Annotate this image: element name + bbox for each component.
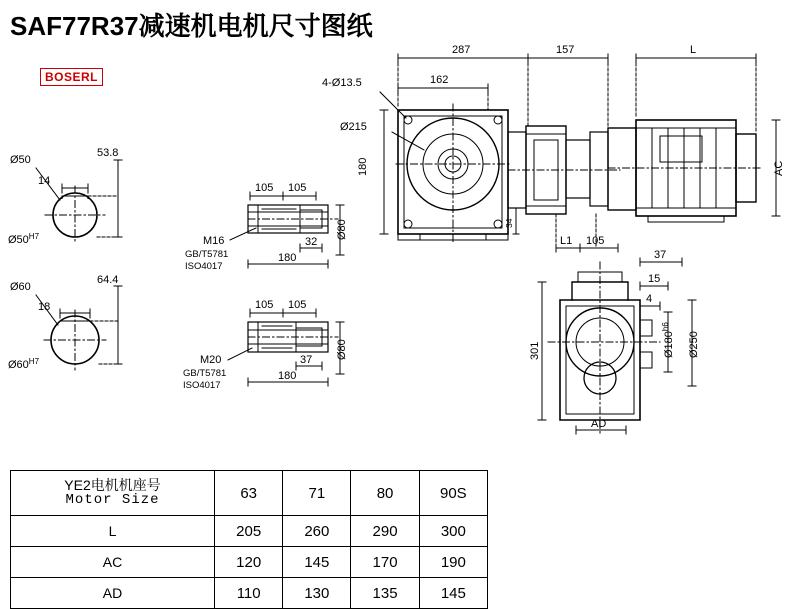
label-4-dia-13-5: 4-Ø13.5: [322, 77, 362, 89]
table-cell-size-3: 90S: [419, 471, 487, 516]
table-cell-size-1: 71: [283, 471, 351, 516]
label-287: 287: [452, 44, 471, 56]
label-32: 32: [305, 236, 318, 248]
label-std-gb-1: GB/T5781: [185, 249, 229, 260]
label-L1: L1: [560, 235, 573, 247]
label-105-a2: 105: [255, 299, 274, 311]
label-bore-50h7: $Ø50^{H7}$: [8, 232, 40, 246]
table-cell-AC-2: 170: [351, 547, 419, 578]
table-cell-size-0: 63: [215, 471, 283, 516]
header-line-cn: YE2电机机座号: [64, 477, 161, 493]
label-162: 162: [430, 74, 449, 86]
table-cell-L-2: 290: [351, 516, 419, 547]
label-105-b2: 105: [288, 299, 307, 311]
table-header-motor-size: [11, 471, 215, 516]
label-AC: AC: [773, 160, 785, 176]
label-key-18: 18: [38, 301, 51, 313]
label-180-1: 180: [278, 252, 297, 264]
label-h-53-8: 53.8: [97, 147, 119, 159]
label-std-iso-1: ISO4017: [185, 261, 223, 272]
label-180-main: 180: [357, 157, 369, 176]
label-dia-80-1: Ø80: [336, 219, 348, 240]
label-105-a1: 105: [255, 182, 274, 194]
motor-size-table: [10, 470, 488, 609]
label-dia-250: Ø250: [688, 331, 700, 358]
table-row-label-AC: AC: [11, 547, 215, 578]
label-301: 301: [529, 341, 541, 360]
table-cell-AD-2: 135: [351, 578, 419, 609]
label-157: 157: [556, 44, 575, 56]
table-cell-L-3: 300: [419, 516, 487, 547]
label-4: 4: [646, 293, 653, 305]
label-bore-60h7: $Ø60^{H7}$: [8, 357, 40, 371]
label-dia-60: Ø60: [10, 281, 31, 293]
label-m20: M20: [200, 354, 222, 366]
table-cell-AD-1: 130: [283, 578, 351, 609]
table-cell-AD-3: 145: [419, 578, 487, 609]
table-cell-AC-0: 120: [215, 547, 283, 578]
table-cell-L-1: 260: [283, 516, 351, 547]
label-dia-80-2: Ø80: [336, 339, 348, 360]
table-cell-AD-0: 110: [215, 578, 283, 609]
table-row: [11, 547, 488, 578]
label-37-bottom: 37: [654, 249, 667, 261]
label-dia-180: $Ø180^{h6}$: [661, 322, 675, 358]
label-std-iso-2: ISO4017: [183, 380, 221, 391]
table-cell-size-2: 80: [351, 471, 419, 516]
table-row-label-L: L: [11, 516, 215, 547]
label-std-gb-2: GB/T5781: [183, 368, 227, 379]
label-34: 34: [504, 218, 514, 228]
table-row-label-AD: AD: [11, 578, 215, 609]
table-row: [11, 578, 488, 609]
label-dia-50: Ø50: [10, 154, 31, 166]
table-cell-L-0: 205: [215, 516, 283, 547]
table-cell-AC-1: 145: [283, 547, 351, 578]
label-m16: M16: [203, 235, 225, 247]
label-dia-215: Ø215: [340, 121, 367, 133]
header-line-en: Motor Size: [65, 492, 160, 508]
table-cell-AC-3: 190: [419, 547, 487, 578]
page-title: SAF77R37减速机电机尺寸图纸: [10, 11, 373, 41]
label-105-bottom: 105: [586, 235, 605, 247]
label-15: 15: [648, 273, 661, 285]
label-37-detail: 37: [300, 354, 313, 366]
label-h-64-4: 64.4: [97, 274, 119, 286]
label-key-14: 14: [38, 175, 51, 187]
label-105-b1: 105: [288, 182, 307, 194]
label-L: L: [690, 44, 697, 56]
brand-logo: BOSERL: [40, 68, 103, 86]
label-180-2: 180: [278, 370, 297, 382]
table-row: [11, 516, 488, 547]
table-row: [11, 471, 488, 516]
label-AD: AD: [591, 418, 607, 430]
bottom-section-view: [538, 214, 696, 436]
